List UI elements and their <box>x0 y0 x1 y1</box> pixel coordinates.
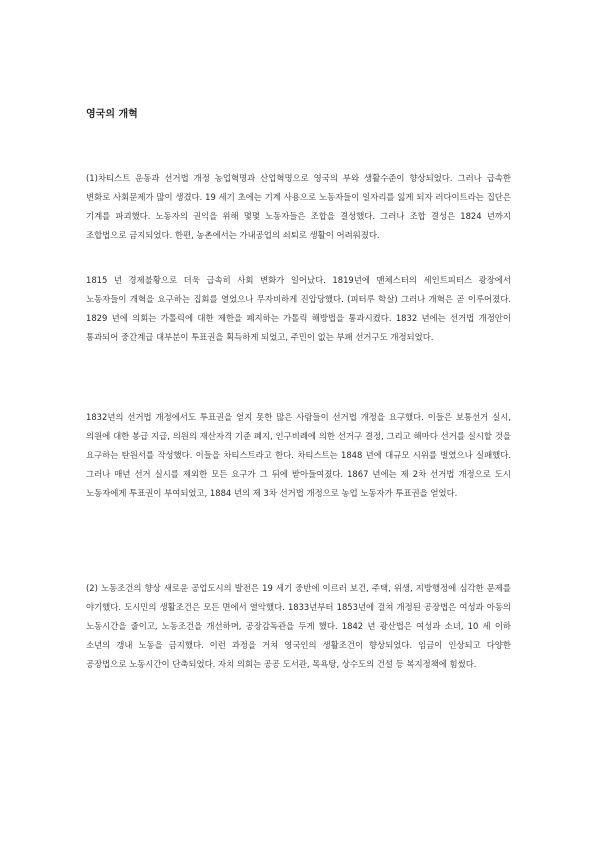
paragraph-chartist-movement: (1)차티스트 운동과 선거법 개정 농업혁명과 산업혁명으로 영국의 부와 생활수준이 향상되었다. 그러나 급속한 변화로 사회문제가 많이 생겼다. 19 세기 초에는 기계 사용으로 노동자들이 일자리를 잃게 되자 러다이트라는 집단은 기계를 파괴했다. 노동자의 권익을 위해 몇몇 노동자들은 조합을 결성했다. 그러나 조합 결성은 1824 년까지 조합법으로 금지되었다. 한편, 농촌에서는 가내공업의 쇠퇴로 생활이 어려워졌다. <box>86 173 511 240</box>
paragraph-reform-1815: 1815 년 경제불황으로 더욱 급속히 사회 변화가 일어났다. 1819년에 맨체스터의 세인트피터스 광장에서 노동자들이 개혁을 요구하는 집회를 열었으나 무자비하게 진압당했다. (피터루 학살) 그러나 개혁은 곧 이루어졌다. 1829 년에 의회는 가톨릭에 대한 제한을 폐지하는 가톨릭 해방법을 통과시켰다. 1832 년에는 선거법 개정안이 통과되어 중간계급 대부분이 투표권을 획득하게 되었고, 주민이 없는 부패 선거구도 개정되었다. <box>86 275 511 342</box>
document-title: 영국의 개혁 <box>86 109 138 120</box>
paragraph-labor-conditions: (2) 노동조건의 향상 새로운 공업도시의 발전은 19 세기 중반에 이르러 보건, 주택, 위생, 지방행정에 심각한 문제를 야기했다. 도시민의 생활조건은 모든 면에서 열악했다. 1833년부터 1853년에 걸쳐 개정된 공장법은 여성과 아동의 노동시간을 줄이고, 노동조건을 개선하며, 공장감독관을 두게 했다. 1842 년 광산법은 여성과 소녀, 10 세 이하 소년의 갱내 노동을 금지했다. 이런 과정을 거쳐 영국인의 생활조건이 향상되었다. 임금이 인상되고 다양한 공장법으로 노동시간이 단축되었다. 자치 의회는 공공 도서관, 목욕탕, 상수도의 건설 등 복지정책에 힘썼다. <box>86 583 511 669</box>
paragraph-electoral-reform-1832: 1832년의 선거법 개정에서도 투표권을 얻지 못한 많은 사람들이 선거법 개정을 요구했다. 이들은 보통선거 실시, 의원에 대한 봉급 지급, 의원의 재산자격 기준 폐지, 인구비례에 의한 선거구 결정, 그리고 해마다 선거를 실시할 것을 요구하는 탄원서를 작성했다. 이들을 차티스트라고 한다. 차티스트는 1848 년에 대규모 시위를 벌였으나 실패했다. 그러나 매년 선거 실시를 제외한 모든 요구가 그 뒤에 받아들여졌다. 1867 년에는 제 2차 선거법 개정으로 도시 노동자에게 투표권이 부여되었고, 1884 년의 제 3차 선거법 개정으로 농업 노동자가 투표권을 얻었다. <box>86 412 511 498</box>
